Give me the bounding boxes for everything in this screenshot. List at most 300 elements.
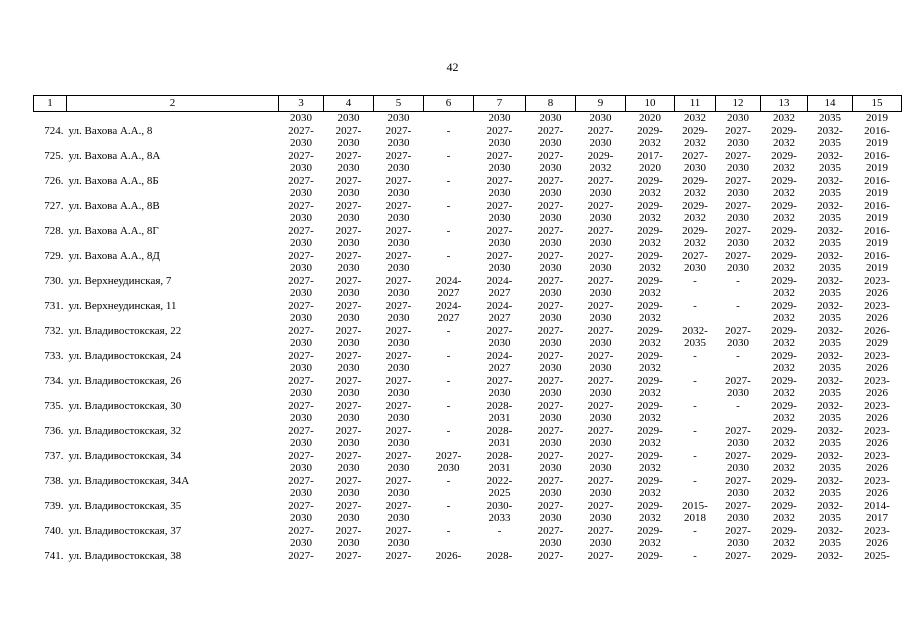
address-cell bbox=[67, 512, 279, 525]
year-cell: 2027- bbox=[537, 374, 564, 387]
year-cell: 2027- bbox=[537, 424, 564, 437]
year-cell: 2029- bbox=[637, 374, 663, 387]
row-number: 732. bbox=[44, 324, 64, 337]
year-cell: 2027- bbox=[725, 224, 751, 237]
year-cell: 2030 bbox=[387, 437, 410, 449]
year-cell: 2027- bbox=[288, 449, 314, 462]
year-cell: 2029- bbox=[771, 149, 797, 162]
year-cell: 2032- bbox=[817, 324, 843, 337]
year-cell: 2027- bbox=[385, 399, 412, 412]
year-cell: 2032- bbox=[817, 449, 843, 462]
year-cell: 2032 bbox=[773, 412, 795, 424]
year-cell: 2019 bbox=[866, 137, 888, 149]
year-cell: 2029- bbox=[637, 249, 663, 262]
year-cell: 2030 bbox=[387, 362, 410, 374]
year-cell: 2030 bbox=[387, 487, 410, 499]
address-cell: ул. Вахова А.А., 8А bbox=[68, 149, 161, 162]
year-cell: 2027- bbox=[288, 424, 314, 437]
year-cell: 2027- bbox=[335, 174, 362, 187]
table-row bbox=[34, 362, 902, 375]
year-cell: 2023- bbox=[864, 474, 890, 487]
year-cell: 2027- bbox=[385, 524, 412, 537]
year-cell: 2032- bbox=[817, 349, 843, 362]
year-cell: 2030 bbox=[727, 212, 749, 224]
year-cell: 2030 bbox=[589, 212, 612, 224]
year-cell: 2030 bbox=[727, 462, 749, 474]
year-cell: 2030 bbox=[589, 137, 612, 149]
table-row bbox=[34, 412, 902, 425]
table-row bbox=[34, 325, 902, 338]
address-cell: ул. Владивостокская, 32 bbox=[68, 424, 182, 437]
year-cell: 2027- bbox=[385, 499, 412, 512]
year-cell: 2016- bbox=[864, 149, 890, 162]
year-cell: 2029- bbox=[771, 324, 797, 337]
year-cell: 2030 bbox=[589, 537, 612, 549]
year-cell: 2030 bbox=[387, 187, 410, 199]
year-cell: 2032 bbox=[684, 187, 706, 199]
year-cell: - bbox=[446, 149, 451, 162]
table-row bbox=[34, 150, 902, 163]
year-cell: 2027- bbox=[385, 224, 412, 237]
year-cell: 2029- bbox=[682, 224, 708, 237]
year-cell: 2030 bbox=[290, 137, 312, 149]
year-cell: 2030 bbox=[589, 237, 612, 249]
address-cell bbox=[67, 337, 279, 350]
year-cell: 2027- bbox=[335, 424, 362, 437]
year-cell bbox=[675, 287, 716, 300]
address-cell: ул. Верхнеудинская, 7 bbox=[68, 274, 172, 287]
header-row bbox=[34, 96, 902, 112]
year-cell: 2032 bbox=[773, 537, 795, 549]
year-cell: 2030 bbox=[290, 187, 312, 199]
year-cell: 2016- bbox=[864, 174, 890, 187]
row-number bbox=[34, 487, 67, 500]
address-cell bbox=[67, 112, 279, 125]
year-cell: 2030 bbox=[337, 312, 360, 324]
year-cell: 2032 bbox=[639, 512, 661, 524]
year-cell: 2027- bbox=[288, 474, 314, 487]
address-cell bbox=[67, 262, 279, 275]
table-row bbox=[34, 487, 902, 500]
year-cell: 2030 bbox=[488, 237, 511, 249]
year-cell: 2027- bbox=[335, 324, 362, 337]
year-cell bbox=[675, 387, 716, 400]
year-cell: 2027- bbox=[288, 149, 314, 162]
year-cell: 2027 bbox=[488, 312, 511, 324]
year-cell: 2030 bbox=[387, 412, 410, 424]
year-cell: 2035 bbox=[819, 312, 841, 324]
year-cell: 2032 bbox=[773, 212, 795, 224]
year-cell: 2019 bbox=[866, 187, 888, 199]
year-cell: 2035 bbox=[819, 537, 841, 549]
year-cell: 2027- bbox=[288, 499, 314, 512]
row-number: 725. bbox=[44, 149, 64, 162]
row-number: 736. bbox=[44, 424, 64, 437]
address-cell: ул. Верхнеудинская, 11 bbox=[68, 299, 177, 312]
year-cell: 2032- bbox=[817, 474, 843, 487]
year-cell: 2027- bbox=[587, 424, 614, 437]
year-cell: 2029- bbox=[637, 499, 663, 512]
year-cell: 2030 bbox=[290, 212, 312, 224]
year-cell: 2020 bbox=[639, 162, 661, 174]
table-body bbox=[34, 112, 902, 563]
year-cell: 2027- bbox=[537, 524, 564, 537]
row-number bbox=[34, 437, 67, 450]
year-cell: 2030 bbox=[589, 512, 612, 524]
year-cell: 2032 bbox=[773, 112, 795, 124]
year-cell: 2019 bbox=[866, 237, 888, 249]
year-cell: 2035 bbox=[684, 337, 706, 349]
address-cell: ул. Владивостокская, 26 bbox=[68, 374, 182, 387]
year-cell: 2030 bbox=[589, 112, 612, 124]
year-cell: 2032 bbox=[773, 287, 795, 299]
year-cell: 2029- bbox=[637, 174, 663, 187]
row-number bbox=[34, 137, 67, 150]
year-cell: 2027- bbox=[537, 199, 564, 212]
header-cell: 10 bbox=[626, 96, 675, 112]
year-cell: 2027- bbox=[725, 449, 751, 462]
year-cell: 2027- bbox=[587, 174, 614, 187]
year-cell: 2030 bbox=[727, 112, 749, 124]
year-cell: 2027- bbox=[587, 324, 614, 337]
year-cell: 2030 bbox=[539, 387, 562, 399]
table-row bbox=[34, 250, 902, 263]
year-cell: 2032 bbox=[684, 137, 706, 149]
year-cell: 2030 bbox=[387, 137, 410, 149]
year-cell: 2027- bbox=[335, 349, 362, 362]
year-cell: 2030 bbox=[337, 437, 360, 449]
year-cell: 2027- bbox=[486, 174, 513, 187]
year-cell: 2030 bbox=[589, 462, 612, 474]
table-row bbox=[34, 500, 902, 513]
address-cell: ул. Владивостокская, 37 bbox=[68, 524, 182, 537]
header-cell: 4 bbox=[324, 96, 374, 112]
year-cell: 2030 bbox=[488, 187, 511, 199]
table-row bbox=[34, 462, 902, 475]
year-cell bbox=[675, 437, 716, 450]
table-row bbox=[34, 112, 902, 125]
year-cell: 2022- bbox=[486, 474, 513, 487]
header-cell: 2 bbox=[67, 96, 279, 112]
year-cell: 2032 bbox=[639, 537, 661, 549]
year-cell: 2027- bbox=[486, 149, 513, 162]
year-cell: 2026 bbox=[866, 437, 888, 449]
year-cell: 2027- bbox=[288, 249, 314, 262]
year-cell: 2027- bbox=[385, 449, 412, 462]
year-cell: 2027- bbox=[587, 349, 614, 362]
year-cell: 2023- bbox=[864, 424, 890, 437]
year-cell: 2027- bbox=[725, 249, 751, 262]
row-number bbox=[34, 537, 67, 550]
row-number: 728. bbox=[44, 224, 64, 237]
year-cell: 2030 bbox=[337, 237, 360, 249]
year-cell: 2027- bbox=[486, 249, 513, 262]
year-cell: 2032 bbox=[639, 237, 661, 249]
year-cell bbox=[424, 112, 474, 125]
row-number: 741. bbox=[44, 549, 64, 562]
row-number: 729. bbox=[44, 249, 64, 262]
year-cell: 2023- bbox=[864, 299, 890, 312]
year-cell: 2026 bbox=[866, 312, 888, 324]
year-cell bbox=[716, 287, 761, 300]
year-cell: 2032 bbox=[639, 187, 661, 199]
year-cell: 2030 bbox=[387, 537, 410, 549]
year-cell: 2027- bbox=[537, 474, 564, 487]
year-cell: 2035 bbox=[819, 137, 841, 149]
year-cell: 2032- bbox=[817, 149, 843, 162]
year-cell: 2029- bbox=[587, 149, 614, 162]
year-cell: 2030 bbox=[387, 512, 410, 524]
table-row bbox=[34, 175, 902, 188]
year-cell: 2027- bbox=[335, 124, 362, 137]
year-cell: 2032- bbox=[817, 299, 843, 312]
year-cell: 2030 bbox=[337, 137, 360, 149]
year-cell: - bbox=[693, 274, 697, 287]
year-cell: 2032 bbox=[684, 112, 706, 124]
year-cell: 2030 bbox=[589, 312, 612, 324]
year-cell: 2028- bbox=[486, 424, 513, 437]
year-cell: 2027- bbox=[537, 149, 564, 162]
table-row bbox=[34, 225, 902, 238]
year-cell: 2029- bbox=[771, 399, 797, 412]
year-cell: 2029- bbox=[637, 449, 663, 462]
year-cell: 2030 bbox=[337, 337, 360, 349]
row-number bbox=[34, 162, 67, 175]
year-cell: 2030 bbox=[539, 287, 562, 299]
year-cell: 2030 bbox=[539, 412, 562, 424]
year-cell: 2030 bbox=[387, 262, 410, 274]
year-cell: 2027- bbox=[587, 199, 614, 212]
year-cell: 2030 bbox=[387, 462, 410, 474]
year-cell: 2030 bbox=[290, 537, 312, 549]
year-cell: 2029- bbox=[771, 124, 797, 137]
row-number bbox=[34, 337, 67, 350]
year-cell: 2029- bbox=[637, 349, 663, 362]
year-cell: - bbox=[693, 349, 697, 362]
row-number bbox=[34, 312, 67, 325]
year-cell: 2032 bbox=[773, 137, 795, 149]
year-cell: 2032 bbox=[773, 262, 795, 274]
year-cell: 2030 bbox=[290, 312, 312, 324]
year-cell: 2030 bbox=[539, 337, 562, 349]
row-number bbox=[34, 512, 67, 525]
year-cell: 2030 bbox=[290, 512, 312, 524]
year-cell: 2032- bbox=[817, 199, 843, 212]
year-cell: 2029- bbox=[637, 199, 663, 212]
year-cell: 2027- bbox=[288, 349, 314, 362]
year-cell: 2027- bbox=[725, 549, 751, 562]
year-cell: - bbox=[446, 399, 451, 412]
year-cell: 2030 bbox=[589, 437, 612, 449]
year-cell: 2035 bbox=[819, 287, 841, 299]
year-cell: - bbox=[446, 424, 451, 437]
year-cell: 2032 bbox=[639, 462, 661, 474]
year-cell: 2026- bbox=[864, 324, 890, 337]
year-cell: 2030 bbox=[290, 287, 312, 299]
year-cell: 2029- bbox=[771, 199, 797, 212]
year-cell: 2027- bbox=[587, 449, 614, 462]
year-cell: 2029- bbox=[771, 224, 797, 237]
row-number bbox=[34, 462, 67, 475]
year-cell bbox=[424, 262, 474, 275]
year-cell bbox=[716, 362, 761, 375]
year-cell: 2027- bbox=[587, 374, 614, 387]
year-cell: 2030 bbox=[727, 337, 749, 349]
year-cell: - bbox=[446, 324, 451, 337]
year-cell: 2020 bbox=[639, 112, 661, 124]
year-cell: 2023- bbox=[864, 449, 890, 462]
page-number: 42 bbox=[446, 60, 459, 74]
year-cell: 2029- bbox=[637, 549, 663, 562]
year-cell: 2032 bbox=[639, 387, 661, 399]
year-cell: 2025- bbox=[864, 549, 890, 562]
year-cell: 2030 bbox=[337, 112, 360, 124]
year-cell: 2029- bbox=[771, 524, 797, 537]
year-cell: - bbox=[446, 174, 451, 187]
year-cell: 2027- bbox=[587, 524, 614, 537]
year-cell: 2035 bbox=[819, 337, 841, 349]
year-cell: - bbox=[693, 449, 697, 462]
year-cell: 2027- bbox=[288, 324, 314, 337]
year-cell: 2027- bbox=[725, 424, 751, 437]
year-cell: 2032- bbox=[817, 274, 843, 287]
year-cell: 2030 bbox=[488, 137, 511, 149]
year-cell: - bbox=[497, 524, 502, 537]
year-cell: 2027- bbox=[682, 149, 708, 162]
year-cell: 2027- bbox=[335, 374, 362, 387]
row-number: 724. bbox=[44, 124, 64, 137]
table-row bbox=[34, 312, 902, 325]
address-cell bbox=[67, 287, 279, 300]
year-cell: 2030 bbox=[589, 362, 612, 374]
header-cell: 15 bbox=[853, 96, 902, 112]
year-cell: 2027- bbox=[725, 374, 751, 387]
year-cell: 2027- bbox=[335, 449, 362, 462]
year-cell: 2027- bbox=[486, 124, 513, 137]
year-cell: 2030 bbox=[727, 537, 749, 549]
table-row bbox=[34, 387, 902, 400]
year-cell: 2030 bbox=[589, 387, 612, 399]
year-cell: 2032- bbox=[817, 399, 843, 412]
year-cell: 2024- bbox=[435, 274, 462, 287]
year-cell: - bbox=[446, 224, 451, 237]
address-cell bbox=[67, 237, 279, 250]
year-cell: 2030 bbox=[337, 487, 360, 499]
year-cell: 2027- bbox=[335, 499, 362, 512]
year-cell: 2027- bbox=[587, 474, 614, 487]
year-cell: 2035 bbox=[819, 487, 841, 499]
year-cell: 2032- bbox=[817, 499, 843, 512]
table-row bbox=[34, 300, 902, 313]
year-cell bbox=[675, 537, 716, 550]
year-cell: 2029- bbox=[771, 499, 797, 512]
year-cell: 2030 bbox=[290, 162, 312, 174]
header-cell: 13 bbox=[761, 96, 808, 112]
year-cell: 2030 bbox=[488, 262, 511, 274]
year-cell: 2032 bbox=[639, 312, 661, 324]
year-cell: 2030 bbox=[337, 362, 360, 374]
year-cell: 2032- bbox=[817, 249, 843, 262]
year-cell: 2027- bbox=[288, 199, 314, 212]
row-number bbox=[34, 237, 67, 250]
year-cell: 2027- bbox=[486, 374, 513, 387]
year-cell: 2030 bbox=[387, 112, 410, 124]
year-cell: 2027 bbox=[488, 287, 511, 299]
year-cell: 2030 bbox=[539, 112, 562, 124]
year-cell bbox=[424, 237, 474, 250]
year-cell: 2027- bbox=[288, 174, 314, 187]
year-cell: 2035 bbox=[819, 212, 841, 224]
address-cell bbox=[67, 537, 279, 550]
year-cell: 2025 bbox=[488, 487, 511, 499]
year-cell: 2014- bbox=[864, 499, 890, 512]
year-cell: 2032 bbox=[773, 387, 795, 399]
year-cell: 2032 bbox=[639, 137, 661, 149]
year-cell: 2030 bbox=[337, 187, 360, 199]
year-cell: 2029- bbox=[637, 299, 663, 312]
year-cell: 2032 bbox=[773, 462, 795, 474]
year-cell: 2030 bbox=[337, 537, 360, 549]
year-cell: 2023- bbox=[864, 374, 890, 387]
address-cell bbox=[67, 412, 279, 425]
year-cell: 2027- bbox=[335, 224, 362, 237]
year-cell: 2030 bbox=[488, 387, 511, 399]
year-cell: 2030 bbox=[684, 262, 706, 274]
year-cell: 2027- bbox=[288, 224, 314, 237]
year-cell: 2029- bbox=[637, 224, 663, 237]
row-number: 733. bbox=[44, 349, 64, 362]
year-cell: 2027- bbox=[385, 324, 412, 337]
year-cell: 2030 bbox=[488, 337, 511, 349]
year-cell: 2030 bbox=[387, 337, 410, 349]
year-cell: 2030 bbox=[539, 537, 562, 549]
year-cell: 2032- bbox=[682, 324, 708, 337]
row-number: 737. bbox=[44, 449, 64, 462]
year-cell: 2031 bbox=[488, 437, 511, 449]
address-cell: ул. Владивостокская, 34 bbox=[68, 449, 182, 462]
year-cell: 2026 bbox=[866, 487, 888, 499]
year-cell bbox=[424, 437, 474, 450]
year-cell: 2027- bbox=[486, 224, 513, 237]
year-cell: 2032- bbox=[817, 174, 843, 187]
address-cell: ул. Владивостокская, 24 bbox=[68, 349, 182, 362]
year-cell: 2023- bbox=[864, 524, 890, 537]
schedule-table bbox=[33, 95, 902, 562]
year-cell: 2027- bbox=[385, 424, 412, 437]
year-cell: 2027- bbox=[335, 549, 362, 562]
year-cell: 2030 bbox=[337, 162, 360, 174]
year-cell: 2027- bbox=[587, 399, 614, 412]
year-cell: 2032 bbox=[684, 237, 706, 249]
year-cell: 2032 bbox=[639, 362, 661, 374]
table-row bbox=[34, 425, 902, 438]
year-cell: 2030 bbox=[290, 387, 312, 399]
year-cell: 2027- bbox=[335, 274, 362, 287]
header-cell: 12 bbox=[716, 96, 761, 112]
table-row bbox=[34, 275, 902, 288]
year-cell: 2030 bbox=[539, 462, 562, 474]
year-cell: 2030 bbox=[539, 312, 562, 324]
year-cell: 2030 bbox=[290, 337, 312, 349]
year-cell: 2032 bbox=[684, 212, 706, 224]
year-cell: 2027 bbox=[437, 312, 460, 324]
year-cell: 2017 bbox=[866, 512, 888, 524]
year-cell: 2030 bbox=[290, 237, 312, 249]
year-cell: - bbox=[693, 524, 697, 537]
year-cell: 2032- bbox=[817, 374, 843, 387]
year-cell: - bbox=[736, 399, 740, 412]
year-cell: 2028- bbox=[486, 549, 513, 562]
